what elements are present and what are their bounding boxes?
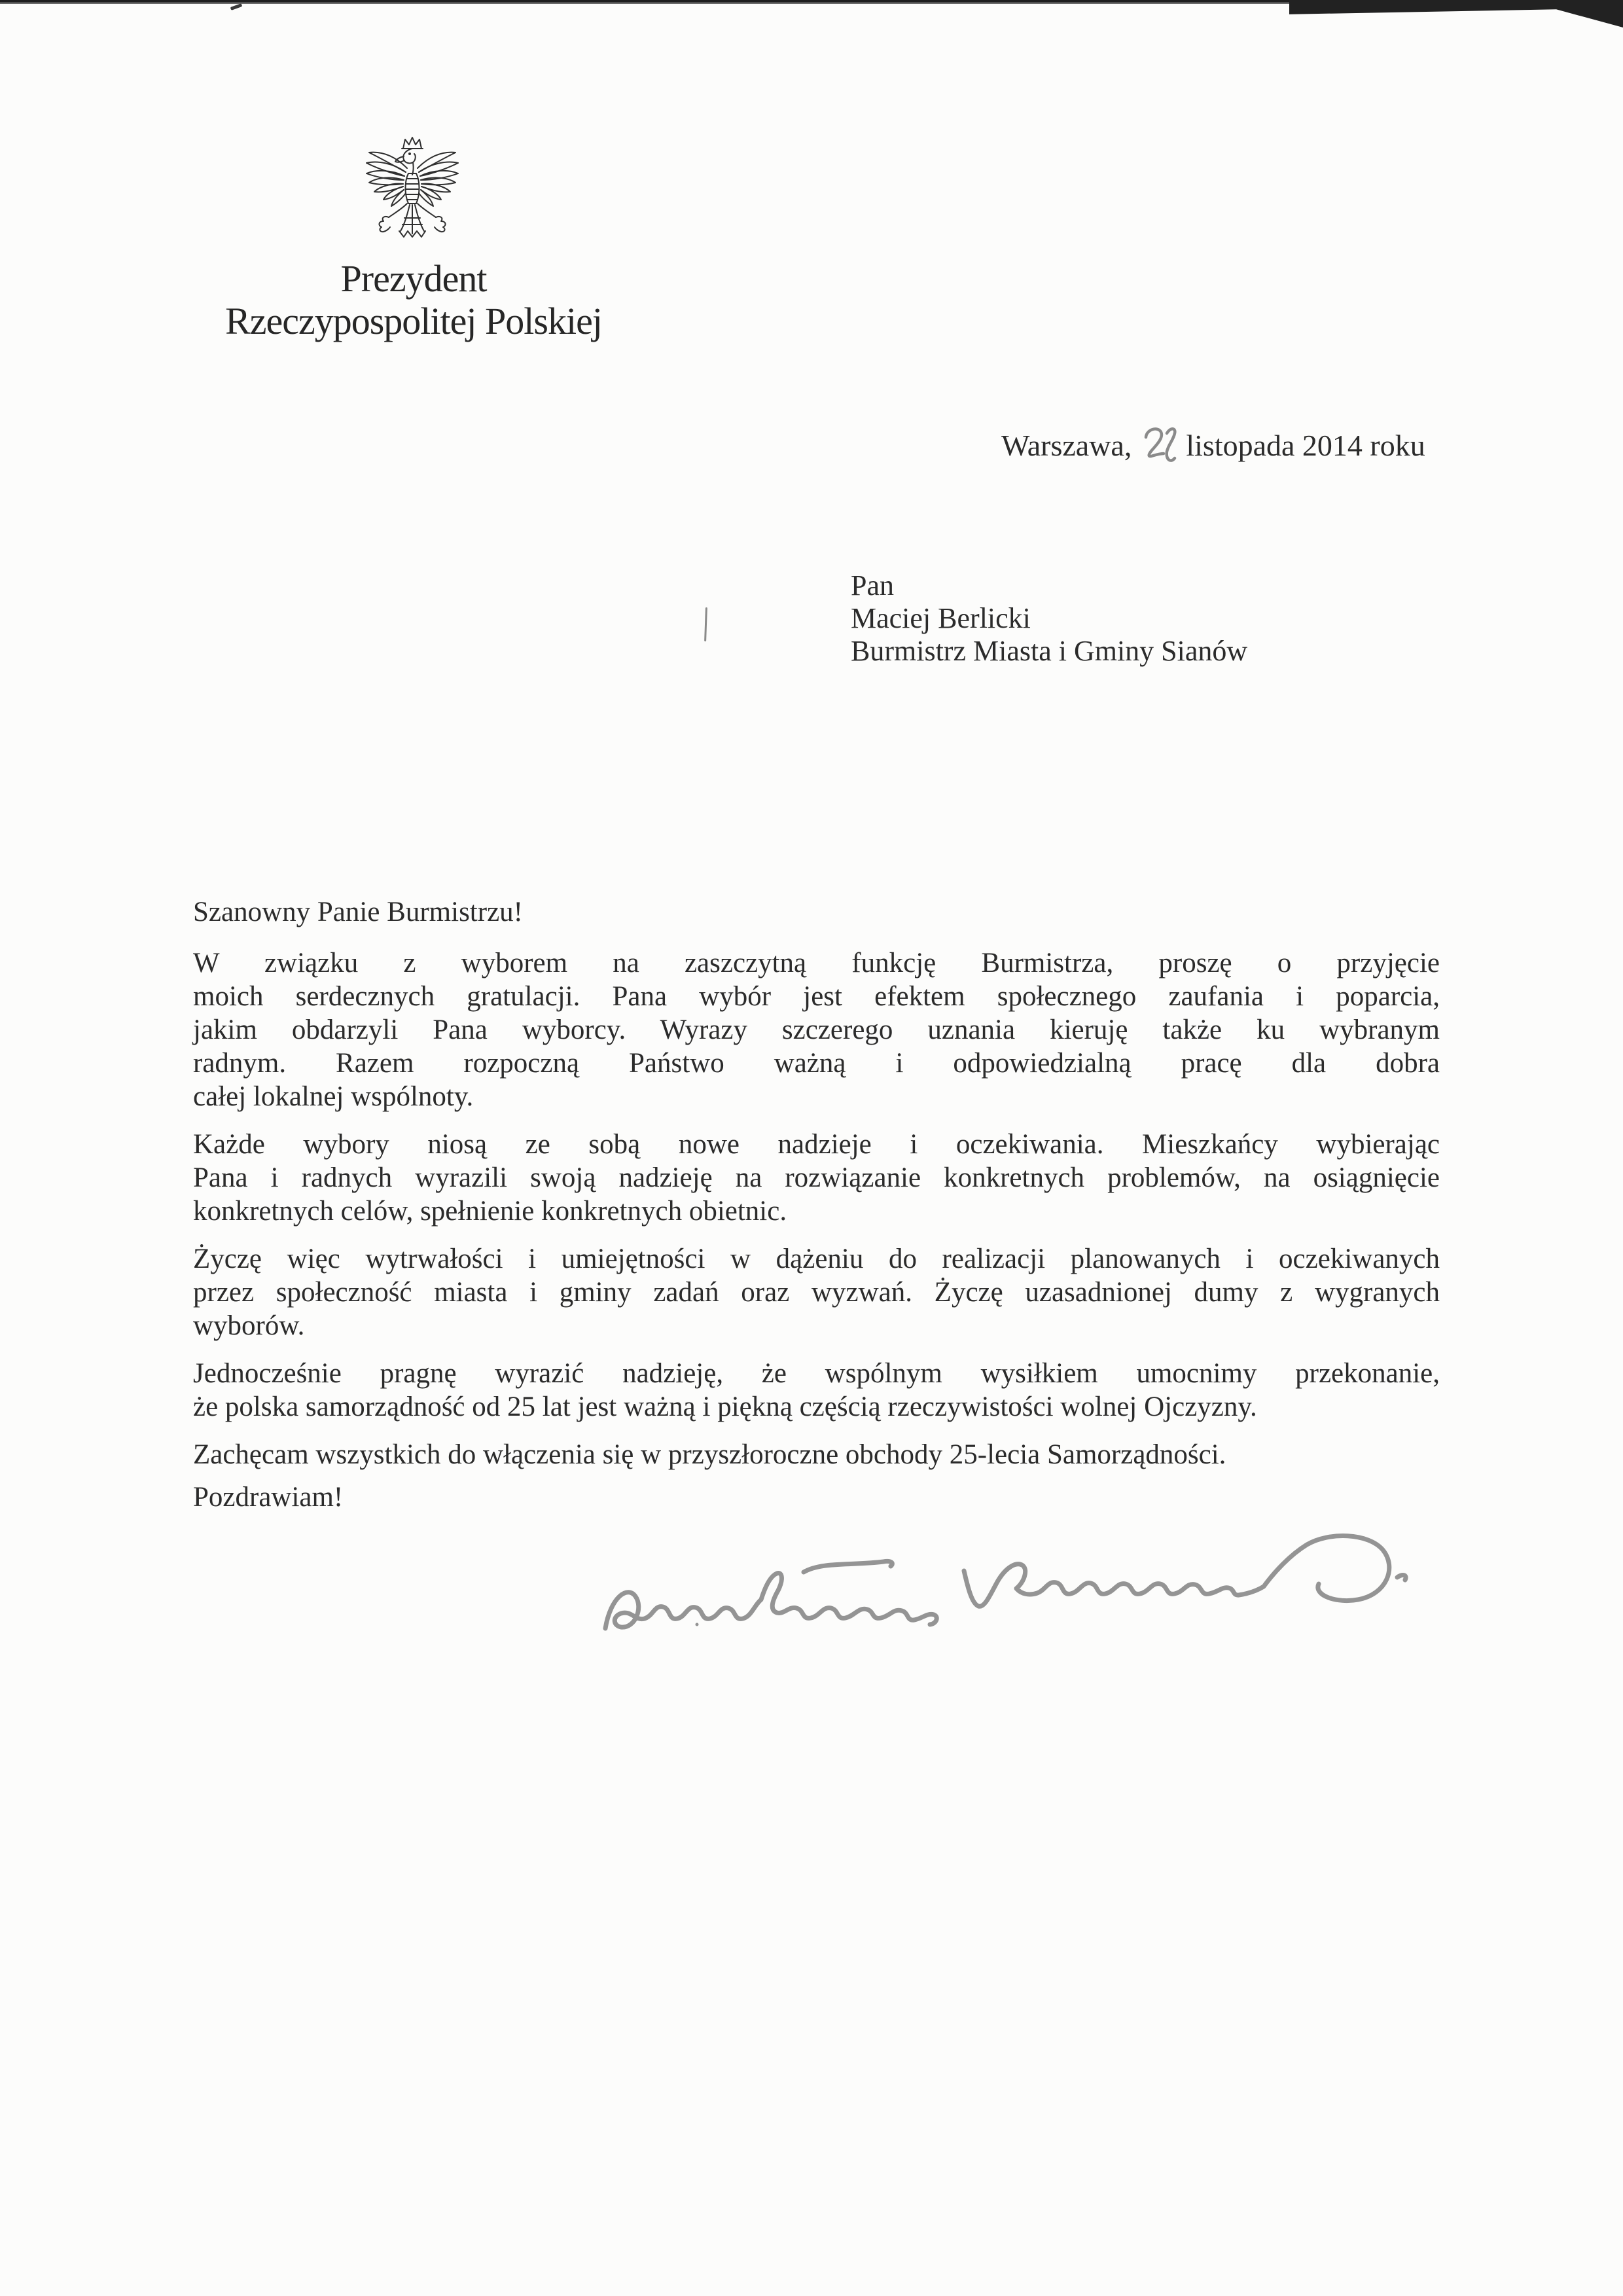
closing: Pozdrawiam! bbox=[193, 1482, 344, 1513]
body-paragraph bbox=[193, 1242, 1440, 1342]
body-paragraph bbox=[193, 1357, 1440, 1424]
body-line: Życzę więc wytrwałości i umiejętności w dążeniu do realizacji planowanych i oczekiwanych bbox=[193, 1244, 1440, 1274]
handwritten-day bbox=[1141, 424, 1177, 467]
body-line: radnym. Razem rozpoczną Państwo ważną i odpowiedzialną pracę dla dobra bbox=[193, 1048, 1440, 1079]
letterhead-title bbox=[185, 257, 643, 342]
body-paragraph bbox=[193, 1128, 1440, 1228]
body-line: przez społeczność miasta i gminy zadań oraz wyzwań. Życzę uzasadnionej dumy z wygranych bbox=[193, 1277, 1440, 1308]
body-line: że polska samorządność od 25 lat jest ważną i piękną częścią rzeczywistości wolnej Ojczyzny. bbox=[193, 1391, 1257, 1422]
body-line: jakim obdarzyli Pana wyborcy. Wyrazy szczerego uznania kieruję także ku wybranym bbox=[193, 1014, 1440, 1045]
recipient-line: Burmistrz Miasta i Gminy Sianów bbox=[851, 635, 1248, 667]
salutation: Szanowny Panie Burmistrzu! bbox=[193, 897, 523, 927]
body-line: W związku z wyborem na zaszczytną funkcję Burmistrza, proszę o przyjęcie bbox=[193, 948, 1440, 978]
letterhead-title-line-2: Rzeczypospolitej Polskiej bbox=[225, 300, 602, 342]
dateline-city: Warszawa, bbox=[1001, 429, 1132, 462]
body-line: Pana i radnych wyrazili swoją nadzieję na rozwiązanie konkretnych problemów, na osiągnięcie bbox=[193, 1162, 1440, 1193]
scan-artifact-top-right-wedge bbox=[1289, 0, 1623, 27]
scan-artifact-vertical-mark bbox=[704, 607, 707, 641]
letter-body bbox=[193, 946, 1440, 1486]
body-line: moich serdecznych gratulacji. Pana wybór jest efektem społecznego zaufania i poparcia, bbox=[193, 981, 1440, 1012]
body-paragraph bbox=[193, 1438, 1440, 1471]
recipient-block bbox=[851, 569, 1247, 668]
body-paragraph bbox=[193, 946, 1440, 1113]
body-line: całej lokalnej wspólnoty. bbox=[193, 1081, 474, 1112]
scan-artifact-dash bbox=[230, 3, 243, 10]
body-line: konkretnych celów, spełnienie konkretnych obietnic. bbox=[193, 1196, 787, 1227]
dateline-rest: listopada 2014 roku bbox=[1186, 429, 1425, 462]
recipient-line: Pan bbox=[851, 569, 894, 601]
signature-handwritten bbox=[586, 1532, 1423, 1643]
polish-eagle-emblem bbox=[361, 134, 463, 246]
letterhead-title-line-1: Prezydent bbox=[340, 257, 487, 300]
body-line: Zachęcam wszystkich do włączenia się w przyszłoroczne obchody 25-lecia Samorządności. bbox=[193, 1439, 1226, 1470]
body-line: Każde wybory niosą ze sobą nowe nadzieje i oczekiwania. Mieszkańcy wybierając bbox=[193, 1129, 1440, 1160]
body-line: wyborów. bbox=[193, 1310, 305, 1341]
dateline bbox=[1001, 427, 1425, 467]
recipient-line: Maciej Berlicki bbox=[851, 602, 1031, 634]
body-line: Jednocześnie pragnę wyrazić nadzieję, że wspólnym wysiłkiem umocnimy przekonanie, bbox=[193, 1358, 1440, 1389]
